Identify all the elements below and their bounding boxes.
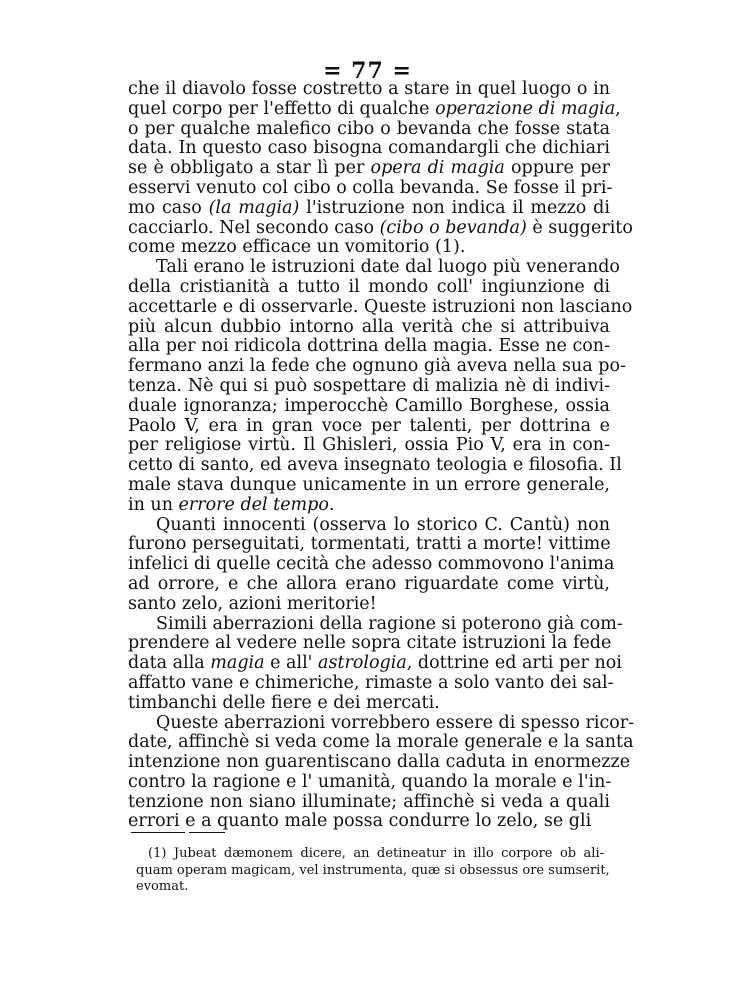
text-segment: mo caso (128, 197, 209, 218)
footnote (136, 846, 610, 896)
text-segment: accettarle e di osservarle. Queste istruzioni non lasciano (128, 296, 633, 317)
text-line (128, 159, 610, 179)
text-segment: tenzione non siano illuminate; affinchè si veda a quali (128, 791, 610, 812)
text-line (128, 436, 610, 456)
footnote-line: (1) Jubeat dæmonem dicere, an detineatur in illo corpore ob ali- (148, 846, 604, 861)
text-line (128, 634, 610, 654)
text-line (128, 397, 610, 417)
text-line (128, 732, 634, 753)
text-segment: alla per noi ridicola dottrina della magia. Esse ne con- (128, 336, 610, 357)
text-line (128, 694, 610, 714)
italic-segment: magia (210, 653, 265, 674)
text-line (128, 653, 622, 674)
text-segment: infelici di quelle cecità che adesso commovono l'anima (128, 554, 615, 575)
text-line (128, 476, 610, 496)
text-segment: errori e a quanto male possa condurre lo zelo, se gli (128, 811, 592, 832)
text-segment: come mezzo efficace un vomitorio (1). (128, 237, 466, 258)
text-segment: Queste aberrazioni vorrebbero essere di spesso ricor- (156, 712, 635, 733)
text-segment: o per qualche malefico cibo o bevanda che fosse stata (128, 118, 610, 139)
italic-segment: (cibo o bevanda) (379, 217, 527, 238)
text-line (128, 199, 610, 219)
text-line (128, 793, 610, 813)
text-segment: è suggerito (526, 217, 633, 238)
text-line (128, 80, 610, 100)
text-line (128, 337, 610, 357)
text-segment: tenza. Nè qui si può sospettare di malizia nè di indivi- (128, 375, 610, 396)
text-segment: più alcun dubbio intorno alla verità che si attribuiva (128, 316, 610, 337)
footnote-rule (131, 832, 185, 833)
text-line (128, 516, 610, 536)
text-segment: per religiose virtù. Il Ghisleri, ossia Pio V, era in con- (128, 435, 610, 456)
text-segment: se è obbligato a star lì per (128, 158, 371, 179)
text-segment: furono perseguitati, tormentati, tratti a morte! vittime (128, 534, 611, 555)
text-line (128, 296, 633, 318)
text-line (128, 238, 610, 258)
text-segment: prendere al vedere nelle sopra citate istruzioni la fede (128, 633, 612, 654)
text-line (128, 554, 615, 575)
text-line (128, 455, 622, 476)
text-segment: cacciarlo. Nel secondo caso (128, 217, 380, 238)
text-line (128, 672, 614, 694)
italic-segment: operazione di magia (435, 98, 616, 119)
footnote-line: evomat. (136, 879, 189, 894)
text-segment: quel corpo per l'effetto di qualche (128, 98, 436, 119)
text-line (128, 120, 610, 140)
text-segment: contro la ragione e l' umanità, quando la morale e l'in- (128, 771, 612, 792)
text-line (128, 575, 610, 595)
text-segment: Paolo V, era in gran voce per talenti, per dottrina e (128, 415, 610, 436)
italic-segment: errore del tempo (178, 494, 329, 515)
text-segment: e all' (264, 653, 319, 674)
text-line (128, 278, 610, 298)
text-segment: l'istruzione non indica il mezzo di (299, 197, 610, 218)
text-segment: fermano anzi la fede che ognuno già aveva nella sua po- (128, 356, 626, 377)
text-segment: Tali erano le istruzioni date dal luogo più venerando (156, 257, 620, 278)
text-line (128, 417, 610, 437)
text-segment: Simili aberrazioni della ragione si poterono già com- (156, 613, 623, 634)
text-segment: timbanchi delle fiere e dei mercati. (128, 692, 440, 713)
text-line (128, 318, 610, 338)
italic-segment: opera di magia (370, 158, 505, 179)
text-segment: della cristianità a tutto il mondo coll' ingiunzione di (128, 276, 610, 297)
text-line (128, 217, 633, 239)
footnote-rule (189, 832, 225, 833)
text-line (128, 139, 610, 159)
footnote-line: quam operam magicam, vel instrumenta, quæ si obsessus ore sumserit, (136, 862, 610, 878)
text-segment: santo zelo, azioni meritorie! (128, 593, 377, 614)
text-line (128, 98, 621, 120)
text-line (128, 496, 610, 516)
italic-segment: (la magia) (208, 197, 300, 218)
text-segment: intenzione non guarentiscano dalla caduta in enormezze (128, 752, 631, 773)
text-line (128, 752, 631, 773)
text-segment: , dottrine ed arti per noi (406, 653, 622, 674)
body-text (128, 79, 635, 832)
text-line (128, 377, 610, 397)
text-line (128, 613, 623, 635)
text-line (128, 712, 635, 734)
text-line (128, 257, 620, 278)
text-segment: date, affinchè si veda come la morale generale e la santa (128, 732, 634, 753)
text-line (128, 535, 610, 555)
text-segment: oppure per (504, 158, 610, 179)
text-segment: duale ignoranza; imperocchè Camillo Borghese, ossia (128, 395, 610, 416)
italic-segment: astrologia (318, 653, 407, 674)
text-segment: cetto di santo, ed aveva insegnato teologia e filosofia. Il (128, 455, 622, 476)
text-segment: male stava dunque unicamente in un errore generale, (128, 474, 610, 495)
text-segment: che il diavolo fosse costretto a stare in quel luogo o in (128, 79, 610, 99)
text-segment: in un (128, 494, 179, 515)
page-number: = 77 = (323, 58, 412, 84)
text-segment: esservi venuto col cibo o colla bevanda. Se fosse il pri- (128, 177, 613, 198)
text-segment: . (328, 494, 335, 515)
text-line (128, 773, 610, 793)
text-segment: ad orrore, e che allora erano riguardate come virtù, (128, 573, 610, 594)
text-line (128, 595, 610, 615)
text-segment: data alla (128, 653, 211, 674)
text-line (128, 812, 610, 832)
text-line (128, 177, 613, 199)
text-segment: Quanti innocenti (osserva lo storico C. Cantù) non (156, 514, 610, 535)
text-segment: , (615, 98, 621, 119)
text-line (128, 356, 626, 377)
text-segment: data. In questo caso bisogna comandargli che dichiari (128, 138, 610, 159)
text-segment: affatto vane e chimeriche, rimaste a solo vanto dei sal- (128, 672, 614, 693)
